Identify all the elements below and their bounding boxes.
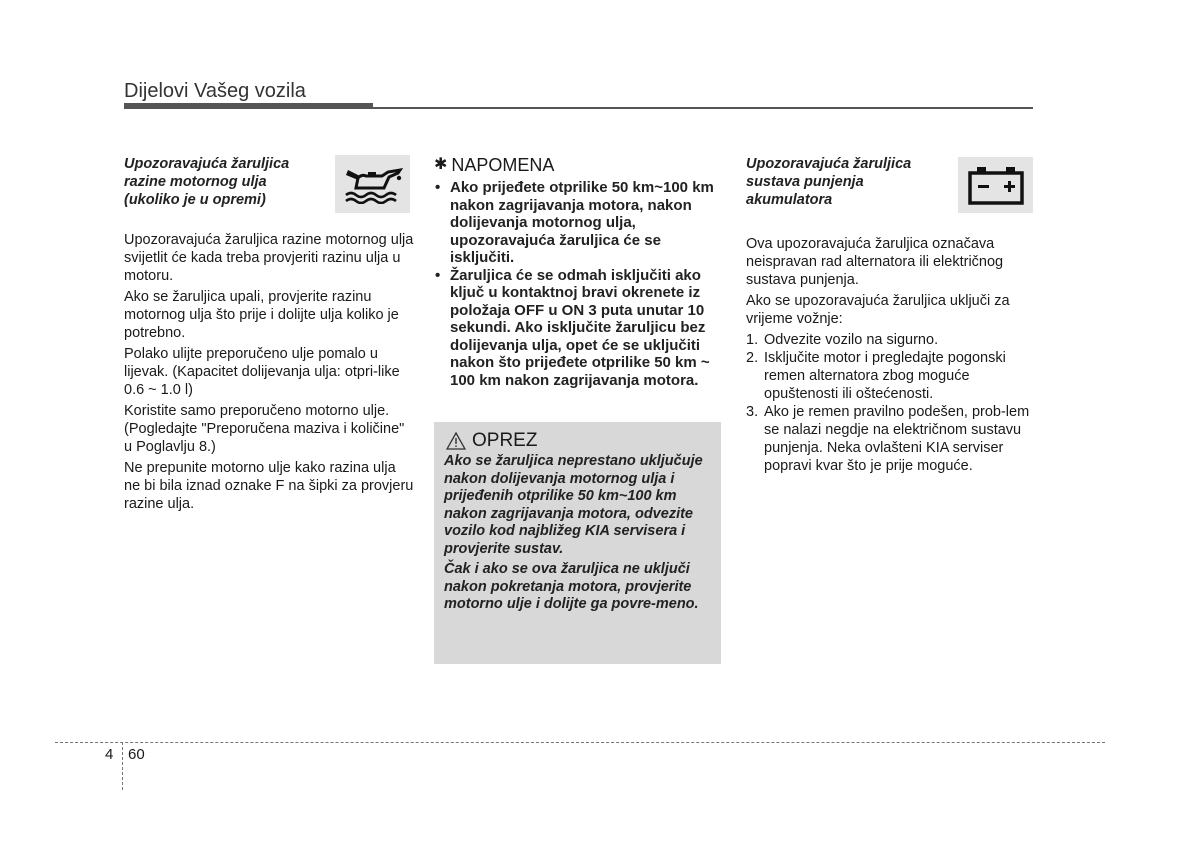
charging-steps	[746, 331, 1036, 475]
bullet-icon: •	[435, 266, 441, 284]
step-3	[746, 403, 1036, 475]
oil-paragraph-5: Ne prepunite motorno ulje kako razina ulja ne bi bila iznad oznake F na šipki za provjeru razine ulja.	[124, 460, 414, 512]
step-1-text: Odvezite vozilo na sigurno.	[764, 332, 939, 348]
caution-title: OPREZ	[472, 430, 538, 451]
note-bullet-2	[434, 267, 724, 390]
page-title: Dijelovi Vašeg vozila	[124, 80, 306, 102]
charging-body	[746, 235, 1036, 475]
note-bullet-1-text: Ako prijeđete otprilike 50 km~100 km nakon zagrijavanja motora, nakon dolijevanja motornog ulja, upozoravajuća žaruljica će se isključiti.	[450, 179, 714, 266]
charging-paragraph-2: Ako se upozoravajuća žaruljica uključi za vrijeme vožnje:	[746, 293, 1010, 327]
oil-paragraph-3: Polako ulijte preporučeno ulje pomalo u lijevak. (Kapacitet dolijevanja ulja: otpri-like 0.6 ~ 1.0 l)	[124, 346, 400, 398]
caution-box	[434, 422, 721, 664]
step-2-text: Isključite motor i pregledajte pogonski remen alternatora zbog moguće opuštenosti ili oštećenosti.	[764, 350, 1006, 402]
note-list	[434, 179, 724, 389]
step-3-number: 3.	[746, 404, 759, 420]
step-2	[746, 349, 1036, 403]
page-number: 60	[128, 746, 145, 763]
footer-rule	[55, 742, 1105, 743]
caution-heading	[446, 430, 711, 452]
step-3-text: Ako je remen pravilno podešen, prob-lem se nalazi negdje na električnom sustavu punjenja. Neka ovlašteni KIA serviser popravi kvar što je prije moguće.	[764, 404, 1030, 474]
oil-paragraph-1: Upozoravajuća žaruljica razine motornog ulja svijetlit će kada treba provjeriti razinu ulja u motoru.	[124, 232, 414, 284]
note-section	[434, 155, 724, 389]
oil-paragraph-2: Ako se žaruljica upali, provjerite razinu motornog ulja što prije i dolijte ulja koliko je potrebno.	[124, 289, 399, 341]
charging-title: Upozoravajuća žaruljica sustava punjenja akumulatora	[746, 156, 912, 208]
bullet-icon: •	[435, 179, 441, 196]
warning-triangle-icon	[446, 432, 466, 450]
step-2-number: 2.	[746, 350, 759, 366]
note-heading	[434, 155, 724, 175]
oil-level-title: Upozoravajuća žaruljica razine motornog ulja (ukoliko je u opremi)	[124, 156, 290, 208]
caution-paragraph-2: Čak i ako se ova žaruljica ne uključi nakon pokretanja motora, provjerite motorno ulje i dolijte ga povre-meno.	[444, 561, 699, 612]
oil-paragraph-4: Koristite samo preporučeno motorno ulje. (Pogledajte "Preporučena maziva i količine" u Poglavlju 8.)	[124, 403, 405, 455]
charging-paragraph-1: Ova upozoravajuća žaruljica označava neispravan rad alternatora ili električnog sustava punjenja.	[746, 236, 1004, 288]
note-bullet-2-text: Žaruljica će se odmah isključiti ako ključ u kontaktnoj bravi okrenete iz položaja OFF u ON 3 puta unutar 10 sekundi. Ako isključite žaruljicu bez dolijevanja ulja, opet će se uključiti nakon što prijeđete otprilike 50 km ~ 100 km nakon zagrijavanja motora.	[450, 266, 710, 389]
chapter-number: 4	[105, 746, 114, 763]
asterisk-icon: ✱	[434, 156, 448, 173]
note-bullet-1	[434, 179, 724, 267]
battery-warning-icon	[958, 157, 1033, 213]
charging-section	[746, 155, 1036, 475]
caution-paragraph-1: Ako se žaruljica neprestano uključuje nakon dolijevanja motornog ulja i prijeđenih otprilike 50 km~100 km nakon zagrijavanja motora, odvezite vozilo kod najbližeg KIA servisera i provjerite sustav.	[444, 453, 703, 557]
footer-divider	[122, 742, 123, 790]
step-1	[746, 331, 1036, 349]
header-rule	[124, 103, 373, 109]
note-title: NAPOMENA	[451, 155, 555, 175]
oil-level-section	[124, 155, 414, 516]
step-1-number: 1.	[746, 332, 759, 348]
oil-can-warning-icon	[335, 155, 410, 213]
oil-level-body	[124, 231, 414, 513]
header-rule-thin	[373, 107, 1033, 109]
